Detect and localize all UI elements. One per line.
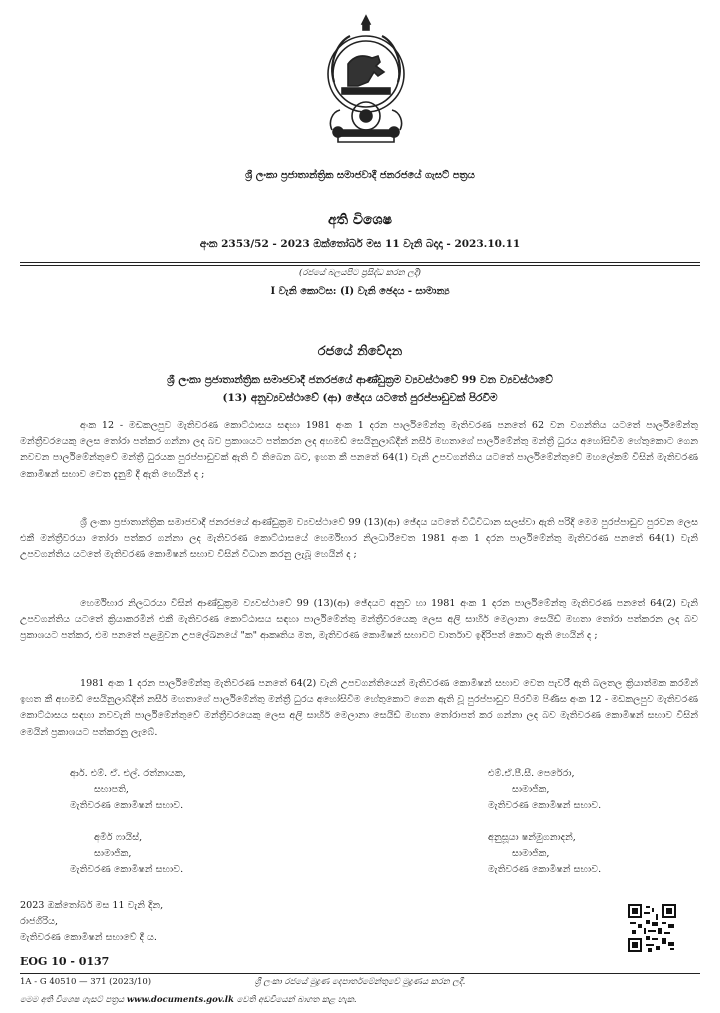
signatory-block [70, 830, 183, 878]
reference-code: EOG 10 - 0137 [20, 955, 110, 968]
date-place-block [20, 898, 163, 946]
signatory-name: එම්.ඒ.පී.සී. පෙරේරා, [488, 768, 575, 779]
gazette-subtitle: අති විශෙෂ [328, 212, 392, 228]
place-line: රාජගිරිය, [20, 916, 59, 927]
signatory-block [488, 830, 601, 878]
signatory-block [488, 766, 601, 814]
signatory-body: මැතිවරණ කොමිෂන් සභාව. [70, 800, 184, 811]
signatory-name: ආර්. එම්. ඒ. එල්. රත්නායක, [70, 768, 186, 779]
print-code: 1A - G 40510 — 371 (2023/10) [20, 977, 152, 987]
signatory-name: අමීර් ෆායිස්, [94, 832, 143, 843]
date-line: 2023 ඔක්තෝබර් මස 11 වැනි දින, [20, 900, 164, 911]
notice-paragraph: ශ්‍රී ලංකා ප්‍රජාතාන්ත්‍රික සමාජවාදී ජනරජයේ ආණ්ඩුක්‍රම ව්‍යවස්ථාවේ 99 (13)(ආ) ඡේදය යටතේ විධිවිධාන සලස්වා ඇති පරිදි මෙම පුරප්පාඩුව පුරවන ලෙස එකී මන්ත්‍රීවරයා තෝරා පත්කර ගන්නා ලද මැතිවරණ කොට්ඨාසයේ හෙර්මිභාර නිලධාරීවෙත 1981 අංක 1 දරන පාර්ලිමේන්තු මැතිවරණ පනතේ 64(1) වැනි උපවගන්තිය යටතේ මැතිවරණ කොමිෂන් සභාව විසින් විධාන කරනු ලැබූ හෙයින් ද ; [20, 517, 698, 561]
signatory-role: සාමාජික, [94, 848, 132, 859]
printer-credit: ශ්‍රී ලංකා රජයේ මුද්‍රණ දෙපාර්තමේන්තුවේ මුද්‍රණය කරන ලදී. [254, 977, 466, 987]
authority-line: (රජයේ බලයපිට ප්‍රසිද්ධ කරන ලදී) [299, 268, 421, 278]
gazette-title: ශ්‍රී ලංකා ප්‍රජාතාන්ත්‍රික සමාජවාදී ජනරජයේ ගැසට් පත්‍රය [245, 170, 475, 181]
office-line: මැතිවරණ කොමිෂන් සභාවේ දී ය. [20, 932, 157, 943]
download-note-suffix: වෙති අඩවියෙන් බාගත කළ හැක. [236, 995, 357, 1005]
notice-paragraph: 1981 අංක 1 දරන පාර්ලිමේන්තු මැතිවරණ පනතේ 64(2) වැනි උපවගන්තියෙන් මැතිවරණ කොමිෂන් සභාව වෙත පැවරී ඇති බලතල ක්‍රියාත්මක කරමින් ඉහත කී අහමඩ් සෙයිනුලාබ්දීන් නසීර් මහතාගේ පාර්ලිමේන්තු මන්ත්‍රී ධුරය අහෝසිවීම හේතුකොට ගෙන ඇති වූ පුරප්පාඩුව පිරවීම පිණිස අංක 12 - මඩකලපුව මැතිවරණ කොට්ඨාසය සඳහා නවවැනි පාර්ලිමේන්තුවේ මන්ත්‍රීවරයෙකු ලෙස අලි සාහිර් මෙලානා සෙයිඩ් මහතා තෝරාපත් කර ගන්නා ලද බව මැතිවරණ කොමිෂන් සභාව විසින් මෙයින් ප්‍රකාශයට පත්කරනු ලැබේ. [20, 678, 698, 738]
part-heading: I වැනි කොටස: (I) වැනි ඡෙදය - සාමාන්‍ය [270, 286, 450, 297]
signatory-role: සාමාජික, [512, 784, 550, 795]
header-rule-bottom [20, 265, 700, 266]
signatory-name: අනුසූයා ෂන්මුගනාදන්, [488, 832, 576, 843]
notice-paragraph: හෙර්මිභාර නිලධරයා විසින් ආණ්ඩුක්‍රම ව්‍යවස්ථාවේ 99 (13)(ආ) ඡේදයට අනුව හා 1981 අංක 1 දරන පාර්ලිමේන්තු මැතිවරණ පනතේ 64(2) වැනි උපවගන්තිය යටතේ ක්‍රියාකරමින් එකී මැතිවරණ කොට්ඨාසය සඳහා පාර්ලිමේන්තු මන්ත්‍රීවරයෙකු ලෙස අලි සාහිර් මෙලානා සෙයිඩ් මහතා තෝරා පත්කරන ලද බව ප්‍රකාශයට පත්කර, එම පනතේ පළමුවන උපලේඛනයේ "ක" ආකෘතිය මත, මැතිවරණ කොමිෂන් සභාවට වාර්තාව ඉදිරිපත් කොට ඇති හෙයින් ද ; [20, 598, 698, 642]
header-rule-top [20, 262, 700, 263]
signatory-block [70, 766, 186, 814]
notice-heading-line-2: (13) අනුව්‍යවස්ථාවේ (ආ) ඡේදය යටතේ පුරප්පාඩුවක් පිරවීම [222, 392, 498, 404]
download-note-prefix: මෙම අති විශෙෂ ගැසට් පත්‍රය [20, 995, 125, 1005]
download-note [20, 995, 357, 1005]
qr-code-icon [628, 904, 676, 952]
documents-link[interactable]: www.documents.gov.lk [126, 995, 234, 1005]
section-title: රජයේ නිවේදන [317, 344, 403, 359]
notice-heading-line-1: ශ්‍රී ලංකා ප්‍රජාතාන්ත්‍රික සමාජවාදී ජනරජයේ ආණ්ඩුක්‍රම ව්‍යවස්ථාවේ 99 වන ව්‍යවස්ථාවේ [167, 374, 553, 386]
state-emblem-icon [318, 12, 414, 148]
signatory-body: මැතිවරණ කොමිෂන් සභාව. [488, 864, 602, 875]
signatory-role: සභාපති, [94, 784, 129, 795]
signatory-body: මැතිවරණ කොමිෂන් සභාව. [488, 800, 602, 811]
footer-rule [20, 973, 700, 974]
signatory-body: මැතිවරණ කොමිෂන් සභාව. [70, 864, 184, 875]
signatory-role: සාමාජික, [512, 848, 550, 859]
notice-paragraph: අංක 12 - මඩකලපුව මැතිවරණ කොට්ඨාසය සඳහා 1981 අංක 1 දරන පාර්ලිමේන්තු මැතිවරණ පනතේ 62 වන වගන්තිය යටතේ පාර්ලිමේන්තු මන්ත්‍රීවරයෙකු ලෙස තෝරා පත්කර ගන්නා ලද බව ප්‍රකාශයට පත්කරන ලද අහමඩ් සෙයිනුලාබ්දීන් නසීර් මහතාගේ පාර්ලිමේන්තු මන්ත්‍රී ධුරය අහෝසිවීම හේතුකොට ගෙන නවවන පාර්ලිමේන්තුවේ මන්ත්‍රී ධුරයක පුරප්පාඩුවක් ඇති වී තිබෙන බව, ඉහත කී පනතේ 64(1) වැනි උපවගන්තිය යටතේ පාර්ලිමේන්තුවේ මහලේකම් විසින් මැතිවරණ කොමිෂන් සභාව වෙත දැනුම් දී ඇති හෙයින් ද ; [20, 420, 698, 480]
issue-line: අංක 2353/52 - 2023 ඔක්තෝබර් මස 11 වැනි බදාදා - 2023.10.11 [199, 238, 521, 250]
